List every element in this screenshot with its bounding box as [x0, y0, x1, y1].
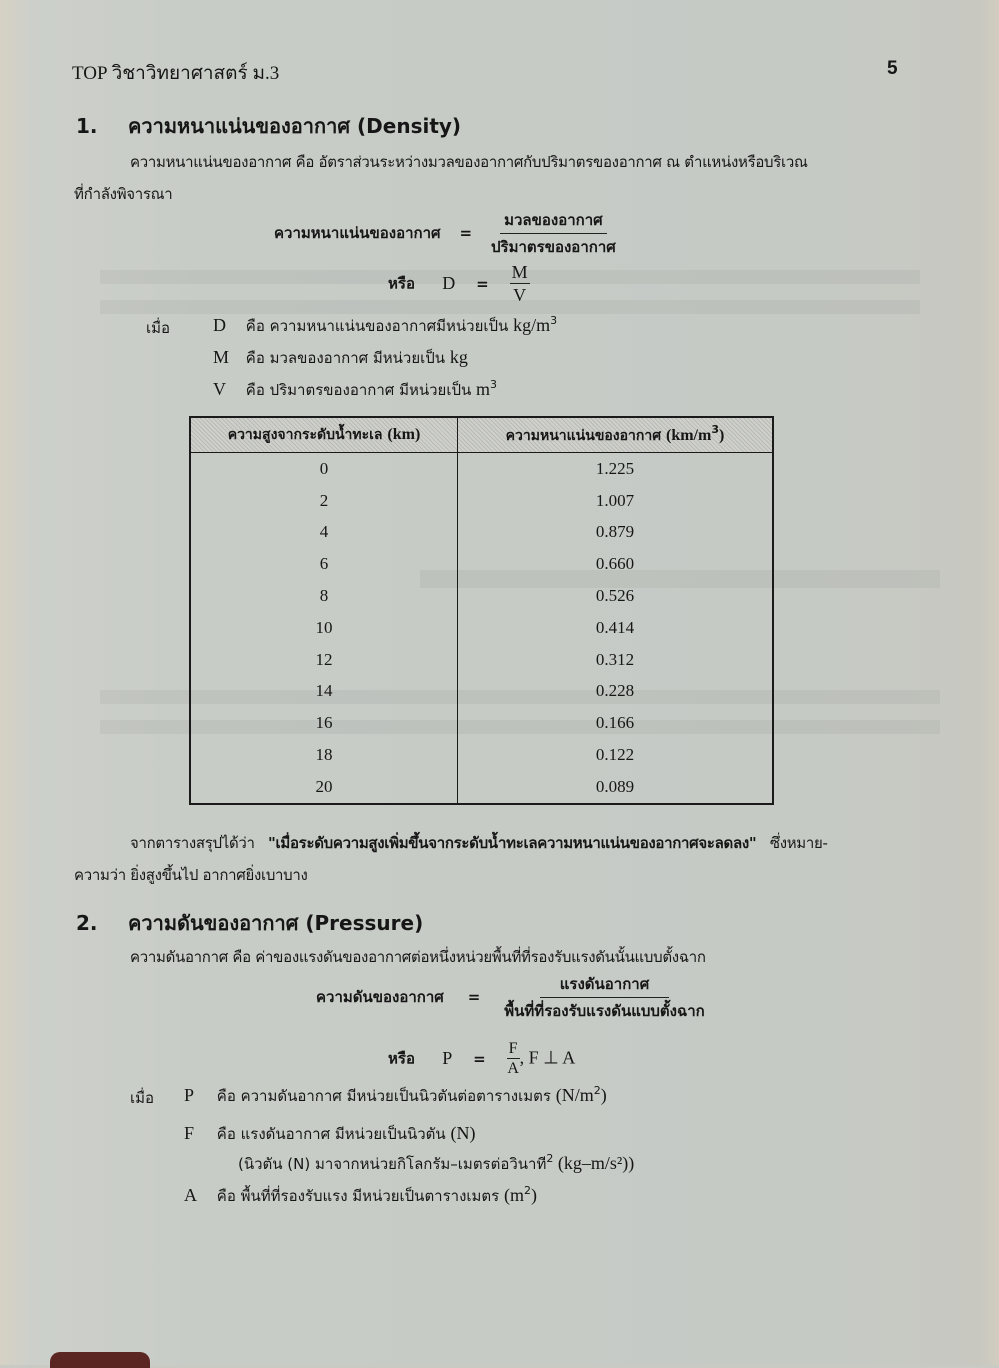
definition-p: [184, 1084, 607, 1108]
superscript: 2: [546, 1152, 554, 1165]
density-altitude-table: [189, 416, 774, 805]
where-text: เมื่อ: [146, 319, 171, 337]
formula-lhs: ความหนาแน่นของอากาศ: [274, 224, 441, 242]
superscript: 3: [550, 314, 558, 327]
definition-text: คือ ความดันอากาศ มีหน่วยเป็นนิวตันต่อตารางเมตร: [216, 1087, 551, 1105]
section-title: ความดันของอากาศ (Pressure): [128, 911, 424, 935]
table-header-row: [190, 417, 773, 453]
table-row: [190, 517, 773, 549]
header-text: ความหนาแน่นของอากาศ: [505, 428, 662, 444]
section-title: ความหนาแน่นของอากาศ (Density): [128, 114, 462, 138]
unit-close: ): [600, 1085, 607, 1105]
table-row: [190, 453, 773, 485]
unit: (N): [450, 1123, 476, 1143]
superscript: 2: [524, 1184, 531, 1197]
conclusion-quote: "เมื่อระดับความสูงเพิ่มขึ้นจากระดับน้ำทะเลความหนาแน่นของอากาศจะลดลง": [268, 834, 757, 852]
variable: F: [184, 1123, 195, 1143]
equals-sign: =: [459, 224, 473, 242]
unit-close: ): [531, 1185, 537, 1205]
altitude-cell: 4: [190, 517, 458, 549]
conclusion-prefix: จากตารางสรุปได้ว่า: [130, 834, 255, 852]
definition-text: คือ มวลของอากาศ มีหน่วยเป็น: [245, 349, 446, 367]
definition-text: (นิวตัน (N) มาจากหน่วยกิโลกรัม–เมตรต่อวินาที: [238, 1155, 547, 1173]
variable: P: [184, 1085, 195, 1105]
unit: kg: [449, 347, 468, 367]
density-cell: 0.122: [458, 739, 774, 771]
unit-close: (kg–m/s²)): [553, 1153, 635, 1173]
variable: V: [213, 379, 226, 399]
density-cell: 1.007: [458, 485, 774, 517]
table-row: [190, 707, 773, 739]
superscript: 3: [490, 378, 498, 391]
definition-text: คือ แรงดันอากาศ มีหน่วยเป็นนิวตัน: [216, 1125, 446, 1143]
table-row: [190, 771, 773, 804]
table-row: [190, 676, 773, 708]
where-label: [146, 316, 170, 340]
section-1-heading: [76, 110, 461, 142]
density-formula: [274, 208, 616, 259]
definition-newton-note: [238, 1152, 634, 1176]
conclusion-line1: [130, 831, 828, 855]
variable: D: [213, 315, 226, 335]
definition-a: [184, 1184, 537, 1208]
fraction: [510, 262, 530, 306]
equals-sign: =: [473, 1049, 486, 1068]
table-row: [190, 612, 773, 644]
definition-text: คือ ปริมาตรของอากาศ มีหน่วยเป็น: [245, 381, 472, 399]
or-label: หรือ: [388, 1049, 415, 1068]
density-cell: 0.166: [458, 707, 774, 739]
fraction: [491, 208, 616, 259]
perpendicular-condition: , F ⊥ A: [519, 1047, 576, 1068]
header-unit: (km/m: [666, 427, 712, 444]
unit: (N/m: [555, 1085, 594, 1105]
unit: (m: [504, 1185, 524, 1205]
column-header-density: [458, 417, 774, 453]
definition-text: คือ ความหนาแน่นของอากาศมีหน่วยเป็น: [245, 317, 509, 335]
or-label: หรือ: [388, 274, 415, 293]
denominator: ปริมาตรของอากาศ: [491, 238, 616, 256]
numerator: M: [511, 262, 528, 282]
page-corner-shadow: [50, 1352, 150, 1368]
altitude-cell: 20: [190, 771, 458, 804]
conclusion-line2: ความว่า ยิ่งสูงขึ้นไป อากาศยิ่งเบาบาง: [74, 866, 308, 884]
altitude-cell: 16: [190, 707, 458, 739]
altitude-cell: 8: [190, 580, 458, 612]
numerator: F: [508, 1040, 518, 1057]
fraction: [507, 1040, 520, 1078]
header-unit-close: ): [718, 427, 725, 444]
symbol-p: P: [442, 1047, 453, 1068]
table-row: [190, 644, 773, 676]
superscript: 2: [593, 1084, 601, 1097]
conclusion-suffix: ซึ่งหมาย-: [769, 834, 828, 852]
variable: M: [213, 347, 230, 367]
where-label: [130, 1086, 154, 1110]
altitude-cell: 0: [190, 453, 458, 485]
table-row: [190, 739, 773, 771]
table-row: [190, 485, 773, 517]
fraction: [504, 972, 704, 1023]
table-row: [190, 580, 773, 612]
numerator: มวลของอากาศ: [500, 208, 607, 234]
unit: m: [476, 379, 491, 399]
header-unit: (km): [387, 426, 421, 443]
symbol-d: D: [442, 272, 456, 293]
section-2-intro: ความดันอากาศ คือ ค่าของแรงดันของอากาศต่อหนึ่งหน่วยพื้นที่ที่รองรับแรงดันนั้นแบบตั้งฉาก: [130, 948, 706, 966]
superscript: 3: [711, 423, 719, 436]
section-1-intro-line2: ที่กำลังพิจารณา: [74, 185, 173, 203]
pressure-formula-symbolic: [388, 1040, 575, 1078]
section-2-heading: [76, 907, 423, 939]
altitude-cell: 14: [190, 676, 458, 708]
where-text: เมื่อ: [130, 1089, 155, 1107]
density-cell: 0.526: [458, 580, 774, 612]
column-header-altitude: [190, 417, 458, 453]
table-row: [190, 548, 773, 580]
density-cell: 0.228: [458, 676, 774, 708]
density-cell: 1.225: [458, 453, 774, 485]
altitude-cell: 6: [190, 548, 458, 580]
altitude-cell: 18: [190, 739, 458, 771]
variable: A: [184, 1185, 197, 1205]
denominator: พื้นที่ที่รองรับแรงดันแบบตั้งฉาก: [504, 1002, 705, 1020]
running-header-title: TOP วิชาวิทยาศาสตร์ ม.3: [72, 63, 280, 84]
definition-d: [213, 314, 557, 338]
definition-text: คือ พื้นที่ที่รองรับแรง มีหน่วยเป็นตารางเมตร: [216, 1187, 500, 1205]
altitude-cell: 12: [190, 644, 458, 676]
altitude-cell: 10: [190, 612, 458, 644]
section-number: 2.: [76, 911, 98, 935]
pressure-formula: [316, 972, 705, 1023]
definition-v: [213, 378, 497, 402]
equals-sign: =: [476, 274, 489, 293]
header-text: ความสูงจากระดับน้ำทะเล: [227, 427, 383, 443]
section-number: 1.: [76, 114, 98, 138]
altitude-cell: 2: [190, 485, 458, 517]
definition-m: [213, 346, 468, 370]
equals-sign: =: [467, 988, 481, 1006]
section-1-intro-line1: ความหนาแน่นของอากาศ คือ อัตราส่วนระหว่างมวลของอากาศกับปริมาตรของอากาศ ณ ตำแหน่งหรือบริเวณ: [130, 153, 808, 171]
denominator: A: [507, 1060, 519, 1077]
density-cell: 0.414: [458, 612, 774, 644]
numerator: แรงดันอากาศ: [540, 972, 670, 998]
density-cell: 0.089: [458, 771, 774, 804]
density-cell: 0.312: [458, 644, 774, 676]
unit: kg/m: [513, 315, 551, 335]
page-number: 5: [887, 58, 898, 79]
density-formula-symbolic: [388, 262, 530, 306]
density-cell: 0.660: [458, 548, 774, 580]
definition-f: [184, 1122, 475, 1146]
density-cell: 0.879: [458, 517, 774, 549]
denominator: V: [513, 285, 527, 305]
formula-lhs: ความดันของอากาศ: [316, 988, 444, 1006]
